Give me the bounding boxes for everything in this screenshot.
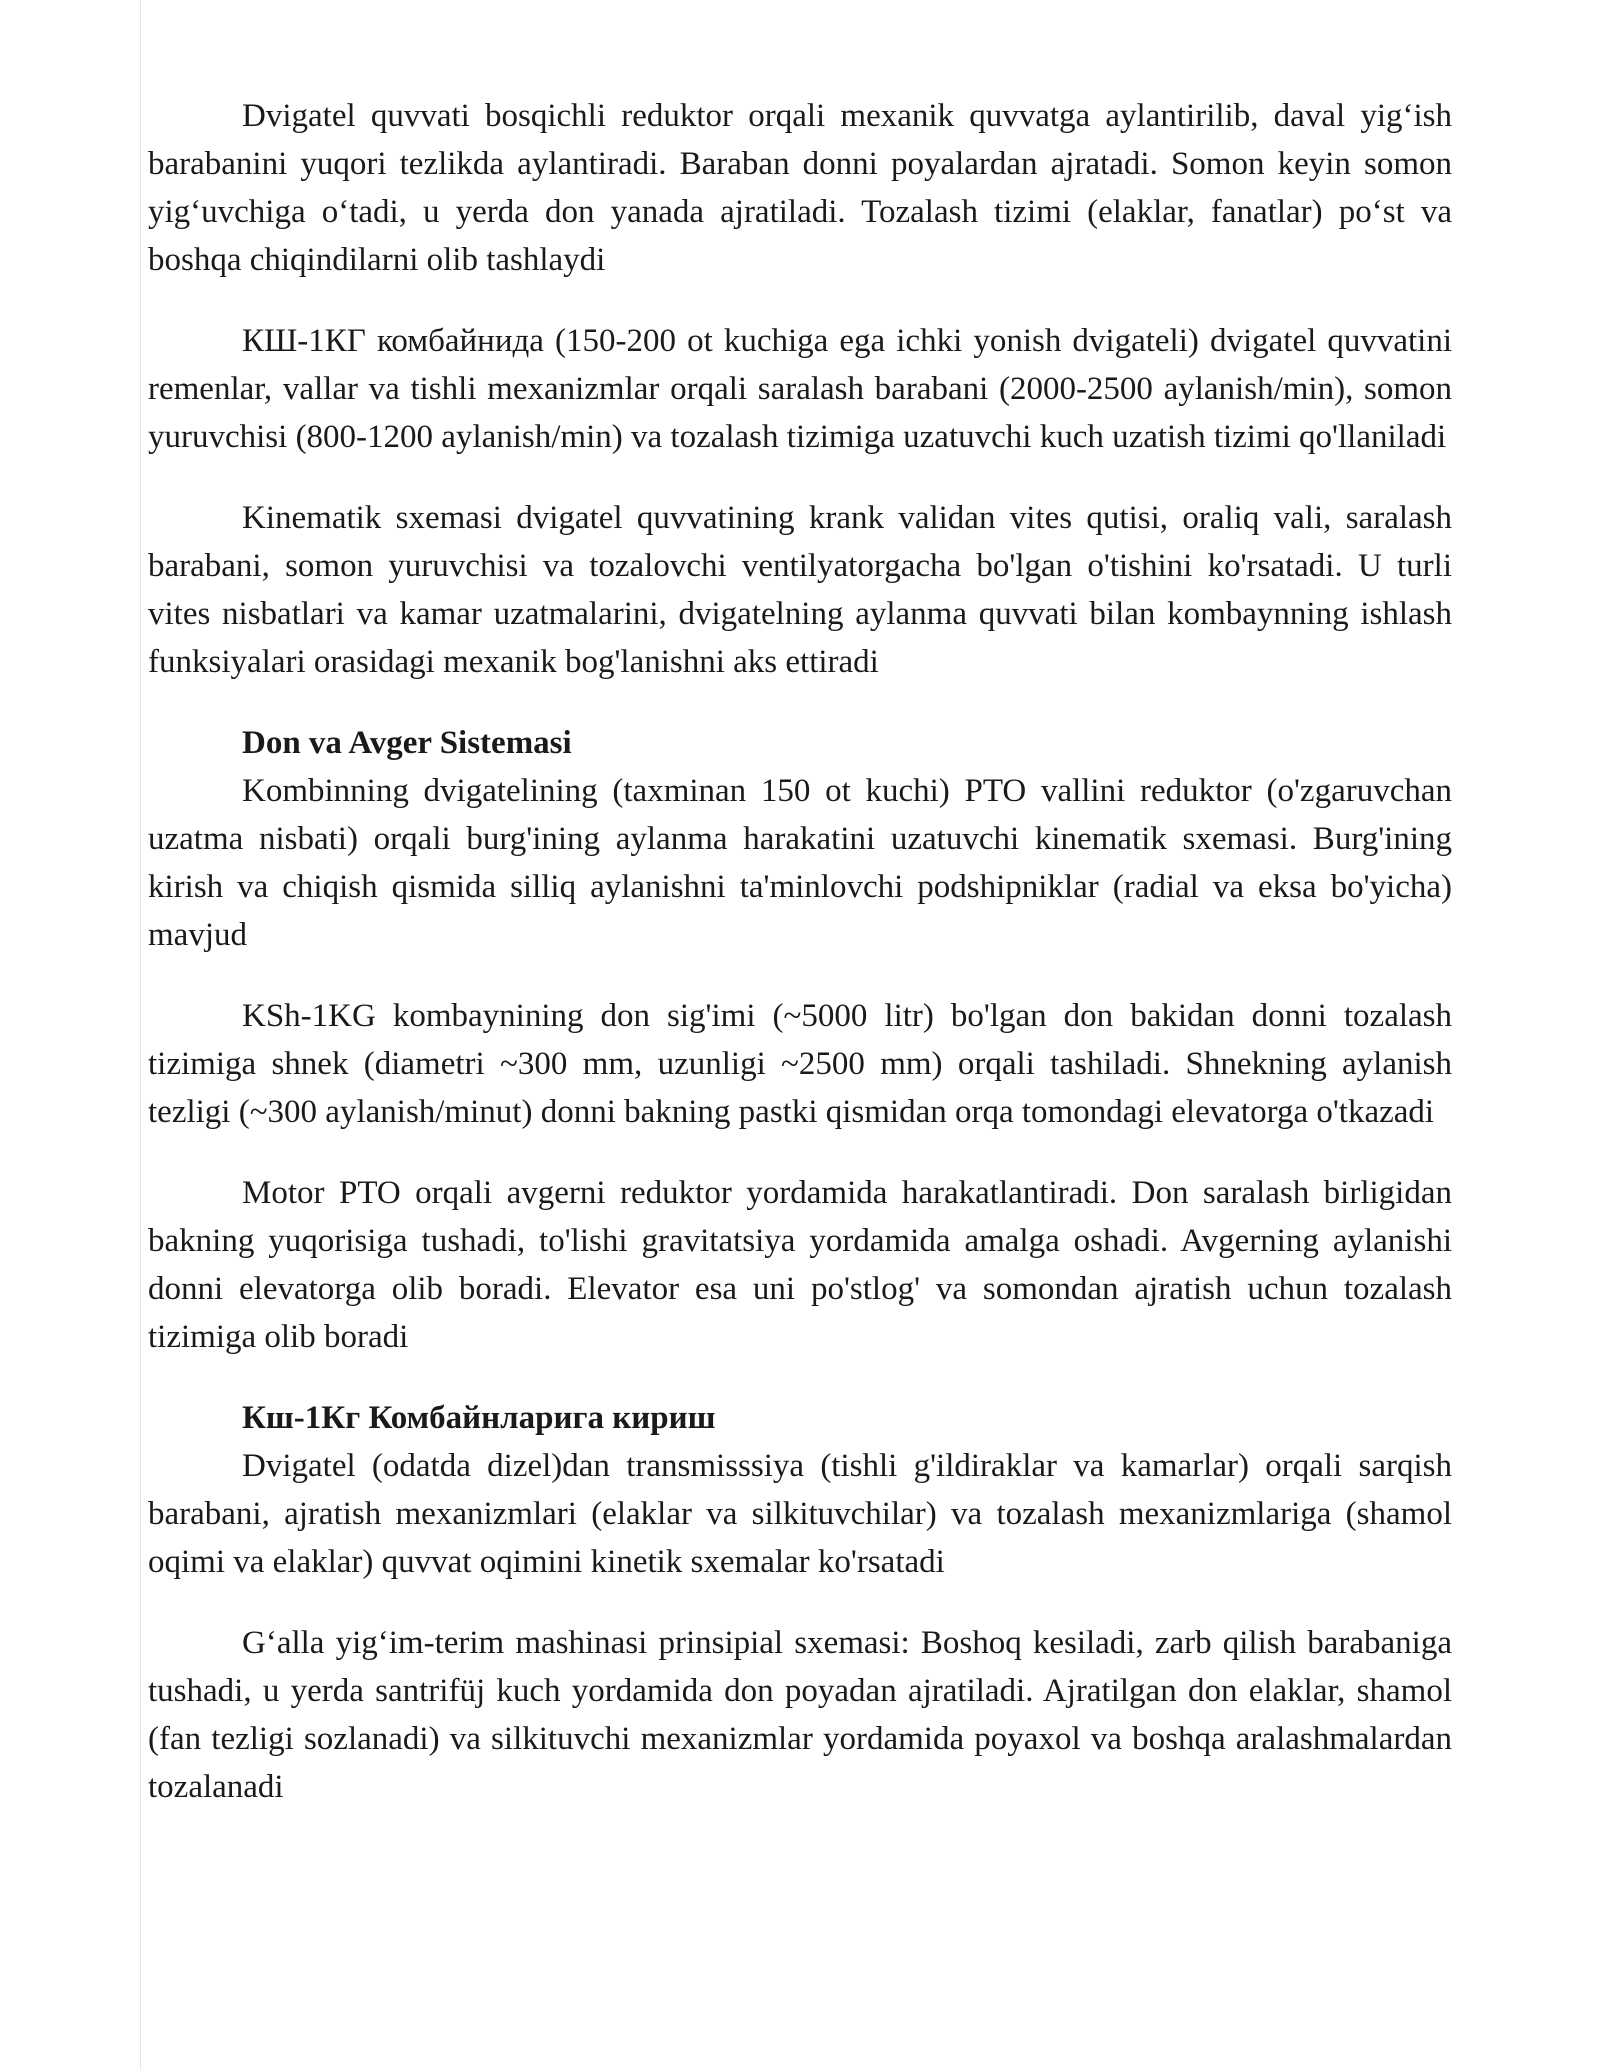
paragraph-2: КШ-1КГ комбайнида (150-200 ot kuchiga ega ichki yonish dvigateli) dvigatel quvvatini remenlar, vallar va tishli mexanizmlar orqali saralash barabani (2000-2500 aylanish/min), somon yuruvchisi (800-1200 aylanish/min) va tozalash tizimiga uzatuvchi kuch uzatish tizimi qo'llaniladi bbox=[148, 323, 1452, 455]
paragraph-1: Dvigatel quvvati bosqichli reduktor orqali mexanik quvvatga aylantirilib, daval yig‘ish barabanini yuqori tezlikda aylantiradi. Baraban donni poyalardan ajratadi. Somon keyin somon yig‘uvchiga o‘tadi, u yerda don yanada ajratiladi. Tozalash tizimi (elaklar, fanatlar) po‘st va boshqa chiqindilarni olib tashlaydi bbox=[148, 98, 1452, 278]
paragraph-6: Motor PTO orqali avgerni reduktor yordamida harakatlantiradi. Don saralash birligidan bakning yuqorisiga tushadi, to'lishi gravitatsiya yordamida amalga oshadi. Avgerning aylanishi donni elevatorga olib boradi. Elevator esa uni po'stlog' va somondan ajratish uchun tozalash tizimiga olib boradi bbox=[148, 1175, 1452, 1355]
section-heading-don-avger: Don va Avger Sistemasi bbox=[242, 725, 572, 761]
section-heading-kombayn-kirish: Кш-1Кг Комбайнларига кириш bbox=[242, 1400, 716, 1436]
page-edge-divider bbox=[140, 0, 141, 2070]
paragraph-7: Dvigatel (odatda dizel)dan transmisssiya (tishli g'ildiraklar va kamarlar) orqali sarqish barabani, ajratish mexanizmlari (elaklar va silkituvchilar) va tozalash mexanizmlariga (shamol oqimi va elaklar) quvvat oqimini kinetik sxemalar ko'rsatadi bbox=[148, 1448, 1452, 1580]
paragraph-3: Kinematik sxemasi dvigatel quvvatining krank validan vites qutisi, oraliq vali, saralash barabani, somon yuruvchisi va tozalovchi ventilyatorgacha bo'lgan o'tishini ko'rsatadi. U turli vites nisbatlari va kamar uzatmalarini, dvigatelning aylanma quvvati bilan kombaynning ishlash funksiyalari orasidagi mexanik bog'lanishni aks ettiradi bbox=[148, 500, 1452, 680]
paragraph-4: Kombinning dvigatelining (taxminan 150 ot kuchi) PTO vallini reduktor (o'zgaruvchan uzatma nisbati) orqali burg'ining aylanma harakatini uzatuvchi kinematik sxemasi. Burg'ining kirish va chiqish qismida silliq aylanishni ta'minlovchi podshipniklar (radial va eksa bo'yicha) mavjud bbox=[148, 773, 1452, 953]
document-body bbox=[148, 92, 1452, 1844]
paragraph-5: KSh-1KG kombaynining don sig'imi (~5000 litr) bo'lgan don bakidan donni tozalash tizimiga shnek (diametri ~300 mm, uzunligi ~2500 mm) orqali tashiladi. Shnekning aylanish tezligi (~300 aylanish/minut) donni bakning pastki qismidan orqa tomondagi elevatorga o'tkazadi bbox=[148, 998, 1452, 1130]
paragraph-8: G‘alla yig‘im-terim mashinasi prinsipial sxemasi: Boshoq kesiladi, zarb qilish barabaniga tushadi, u yerda santrifüj kuch yordamida don poyadan ajratiladi. Ajratilgan don elaklar, shamol (fan tezligi sozlanadi) va silkituvchi mexanizmlar yordamida poyaxol va boshqa aralashmalardan tozalanadi bbox=[148, 1625, 1452, 1805]
